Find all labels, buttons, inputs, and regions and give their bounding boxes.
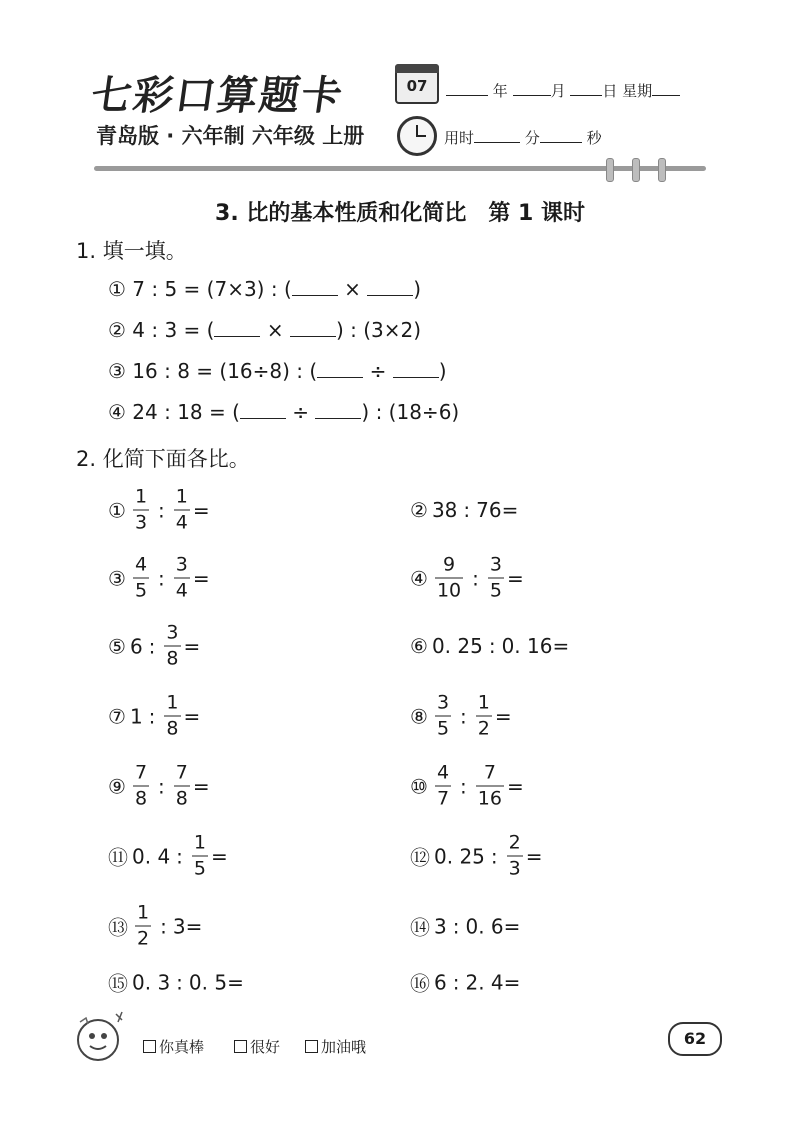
- equals-sign: =: [192, 498, 210, 522]
- answer-blank[interactable]: [393, 359, 439, 378]
- number: 38: [431, 498, 458, 522]
- denominator: 8: [166, 717, 179, 740]
- ratio-colon: :: [158, 566, 165, 590]
- fill-item: [108, 277, 421, 301]
- number: 0. 6: [465, 914, 504, 938]
- numerator: 3: [175, 553, 188, 576]
- calendar-icon: [395, 64, 439, 104]
- ratio-problem: [410, 912, 520, 941]
- answer-blank[interactable]: [292, 277, 338, 296]
- checkbox[interactable]: [143, 1040, 156, 1053]
- item-number: ⑪: [108, 845, 128, 870]
- fraction: [435, 761, 451, 810]
- answer-blank[interactable]: [290, 318, 336, 337]
- number: 76: [476, 498, 502, 522]
- ratio-problem: [410, 691, 512, 740]
- year-label: 年: [492, 82, 508, 100]
- checkbox[interactable]: [305, 1040, 318, 1053]
- item-number: ②: [108, 318, 126, 342]
- ratio-problem: [108, 485, 210, 534]
- number: 6: [129, 634, 143, 658]
- denominator: 5: [193, 857, 207, 880]
- ratio-problem: [108, 691, 201, 740]
- brand-logo: 七彩口算题卡: [88, 72, 347, 119]
- equals-sign: =: [525, 844, 543, 868]
- fill-left: 16 : 8 = (16÷8) : (: [132, 359, 318, 383]
- equals-sign: =: [192, 774, 210, 798]
- item-number: ⑮: [108, 971, 128, 996]
- equals-sign: =: [227, 970, 244, 994]
- equals-sign: =: [503, 914, 521, 938]
- ratio-colon: :: [148, 634, 156, 658]
- date-line: [446, 80, 680, 101]
- ratio-problem: [108, 553, 210, 602]
- time-used-label: 用时: [444, 129, 475, 147]
- item-number: ⑥: [410, 634, 428, 658]
- answer-blank[interactable]: [317, 359, 363, 378]
- ratio-problem: [108, 831, 228, 880]
- item-number: ④: [108, 400, 126, 424]
- rating-keep-going[interactable]: [305, 1036, 366, 1057]
- equals-sign: =: [211, 844, 228, 868]
- denominator: 3: [134, 511, 148, 534]
- rating-label: 加油哦: [321, 1038, 367, 1056]
- ratio-problem: [410, 498, 518, 522]
- denominator: 5: [134, 579, 148, 602]
- fill-right: ): [438, 359, 447, 383]
- numerator: 7: [483, 761, 496, 784]
- equals-sign: =: [501, 498, 519, 522]
- denominator: 2: [477, 717, 490, 740]
- answer-blank[interactable]: [315, 400, 361, 419]
- ratio-colon: :: [160, 914, 167, 938]
- fill-operator: ×: [266, 318, 284, 342]
- item-number: ⑤: [108, 634, 126, 658]
- equals-sign: =: [506, 566, 524, 590]
- number: 0. 5: [188, 970, 228, 994]
- item-number: ⑯: [410, 971, 430, 996]
- item-number: ⑧: [410, 704, 428, 728]
- answer-blank[interactable]: [214, 318, 260, 337]
- denominator: 10: [436, 579, 462, 602]
- ratio-colon: :: [460, 704, 467, 728]
- fraction: [133, 485, 149, 534]
- answer-blank[interactable]: [367, 277, 413, 296]
- item-number: ⑦: [108, 704, 126, 728]
- equals-sign: =: [183, 634, 201, 658]
- fill-left: 4 : 3 = (: [132, 318, 215, 342]
- fill-item: [108, 318, 421, 342]
- fraction: [507, 831, 523, 880]
- number: 3: [434, 914, 447, 938]
- ratio-colon: :: [452, 970, 460, 994]
- equals-sign: =: [503, 970, 521, 994]
- binder-peg: [606, 158, 614, 182]
- minutes-blank[interactable]: [474, 127, 520, 143]
- ratio-colon: :: [176, 844, 183, 868]
- denominator: 2: [137, 927, 150, 950]
- ratio-problem: [108, 761, 210, 810]
- ratio-colon: :: [488, 634, 496, 658]
- edition-label: 青岛版 · 六年制 六年级 上册: [96, 124, 365, 148]
- numerator: 1: [137, 901, 150, 924]
- weekday-blank[interactable]: [652, 80, 680, 96]
- fraction: [133, 553, 149, 602]
- number: 1: [129, 704, 143, 728]
- number: 2. 4: [465, 970, 504, 994]
- ratio-problem: [410, 553, 524, 602]
- numerator: 3: [166, 621, 179, 644]
- time-line: [444, 127, 602, 148]
- item-number: ⑨: [108, 774, 126, 798]
- denominator: 4: [175, 511, 188, 534]
- rating-good[interactable]: [234, 1036, 280, 1057]
- number: 6: [434, 970, 447, 994]
- fill-item: [108, 400, 459, 424]
- item-number: ②: [410, 498, 428, 522]
- item-number: ①: [108, 277, 126, 301]
- binder-peg: [632, 158, 640, 182]
- numerator: 2: [508, 831, 521, 854]
- denominator: 8: [134, 787, 148, 810]
- ratio-colon: :: [463, 498, 471, 522]
- fill-operator: ÷: [292, 400, 310, 424]
- day-label: 日: [602, 82, 618, 100]
- fraction: [435, 553, 463, 602]
- rating-label: 很好: [250, 1038, 281, 1056]
- number: 0. 3: [132, 970, 171, 994]
- seconds-blank[interactable]: [540, 127, 582, 143]
- numerator: 1: [134, 485, 148, 508]
- equals-sign: =: [183, 704, 201, 728]
- number: 3: [172, 914, 186, 938]
- fill-left: 7 : 5 = (7×3) : (: [132, 277, 292, 301]
- item-number: ③: [108, 359, 126, 383]
- numerator: 3: [436, 691, 450, 714]
- minutes-label: 分: [524, 129, 540, 147]
- section2-heading: 2. 化简下面各比。: [76, 447, 250, 471]
- month-blank[interactable]: [513, 80, 551, 96]
- item-number: ④: [410, 566, 428, 590]
- fraction: [488, 553, 504, 602]
- answer-blank[interactable]: [240, 400, 286, 419]
- item-number: ⑭: [410, 915, 430, 940]
- item-number: ③: [108, 566, 126, 590]
- fraction: [192, 831, 208, 880]
- ratio-colon: :: [452, 914, 460, 938]
- number: 0. 25: [431, 634, 483, 658]
- numerator: 9: [442, 553, 456, 576]
- fraction: [174, 485, 190, 534]
- header-divider: [94, 166, 706, 171]
- fill-right: ) : (3×2): [335, 318, 422, 342]
- denominator: 7: [436, 787, 450, 810]
- fraction: [133, 761, 149, 810]
- numerator: 4: [436, 761, 450, 784]
- mascot-icon: [72, 1008, 130, 1066]
- numerator: 1: [166, 691, 179, 714]
- item-number: ⑩: [410, 774, 428, 798]
- seconds-label: 秒: [586, 129, 602, 147]
- year-blank[interactable]: [446, 80, 488, 96]
- weekday-label: 星期: [622, 82, 653, 100]
- fraction: [476, 691, 492, 740]
- number: 0. 16: [501, 634, 553, 658]
- ratio-problem: [108, 968, 244, 997]
- fraction: [164, 691, 180, 740]
- fraction: [135, 901, 151, 950]
- page-number: 62: [668, 1022, 722, 1056]
- number: 0. 4: [132, 844, 171, 868]
- rating-awesome[interactable]: [143, 1036, 204, 1057]
- ratio-colon: :: [460, 774, 467, 798]
- ratio-colon: :: [176, 970, 183, 994]
- binder-peg: [658, 158, 666, 182]
- fraction: [435, 691, 451, 740]
- month-label: 月: [550, 82, 566, 100]
- equals-sign: =: [506, 774, 524, 798]
- fraction: [476, 761, 504, 810]
- denominator: 4: [175, 579, 188, 602]
- ratio-problem: [410, 831, 543, 880]
- item-number: ⑬: [108, 915, 128, 940]
- lesson-title: 3. 比的基本性质和化简比 第 1 课时: [215, 201, 585, 226]
- fill-item: [108, 359, 447, 383]
- ratio-problem: [108, 901, 203, 950]
- calendar-number: 07: [406, 77, 428, 95]
- checkbox[interactable]: [234, 1040, 247, 1053]
- numerator: 7: [134, 761, 148, 784]
- numerator: 1: [477, 691, 490, 714]
- denominator: 5: [436, 717, 450, 740]
- fraction: [174, 761, 190, 810]
- ratio-colon: :: [158, 774, 165, 798]
- denominator: 5: [489, 579, 502, 602]
- fill-right: ) : (18÷6): [361, 400, 460, 424]
- ratio-colon: :: [490, 844, 498, 868]
- denominator: 8: [175, 787, 188, 810]
- item-number: ①: [108, 498, 126, 522]
- fill-left: 24 : 18 = (: [132, 400, 240, 424]
- fill-operator: ×: [344, 277, 361, 301]
- equals-sign: =: [185, 914, 203, 938]
- numerator: 1: [175, 485, 188, 508]
- numerator: 4: [134, 553, 148, 576]
- section1-heading: 1. 填一填。: [76, 239, 187, 263]
- fill-operator: ÷: [369, 359, 387, 383]
- equals-sign: =: [192, 566, 210, 590]
- denominator: 16: [477, 787, 502, 810]
- item-number: ⑫: [410, 845, 430, 870]
- ratio-colon: :: [148, 704, 156, 728]
- fraction: [174, 553, 190, 602]
- ratio-problem: [410, 968, 520, 997]
- ratio-problem: [410, 634, 569, 658]
- ratio-colon: :: [158, 498, 165, 522]
- equals-sign: =: [494, 704, 512, 728]
- equals-sign: =: [552, 634, 570, 658]
- numerator: 7: [175, 761, 188, 784]
- ratio-problem: [410, 761, 524, 810]
- denominator: 8: [166, 647, 179, 670]
- ratio-problem: [108, 621, 201, 670]
- denominator: 3: [508, 857, 521, 880]
- fraction: [164, 621, 180, 670]
- number: 0. 25: [434, 844, 485, 868]
- rating-label: 你真棒: [159, 1038, 205, 1056]
- day-blank[interactable]: [570, 80, 602, 96]
- numerator: 1: [193, 831, 207, 854]
- numerator: 3: [489, 553, 502, 576]
- fill-right: ): [413, 277, 422, 301]
- clock-icon: [397, 116, 437, 156]
- ratio-colon: :: [472, 566, 479, 590]
